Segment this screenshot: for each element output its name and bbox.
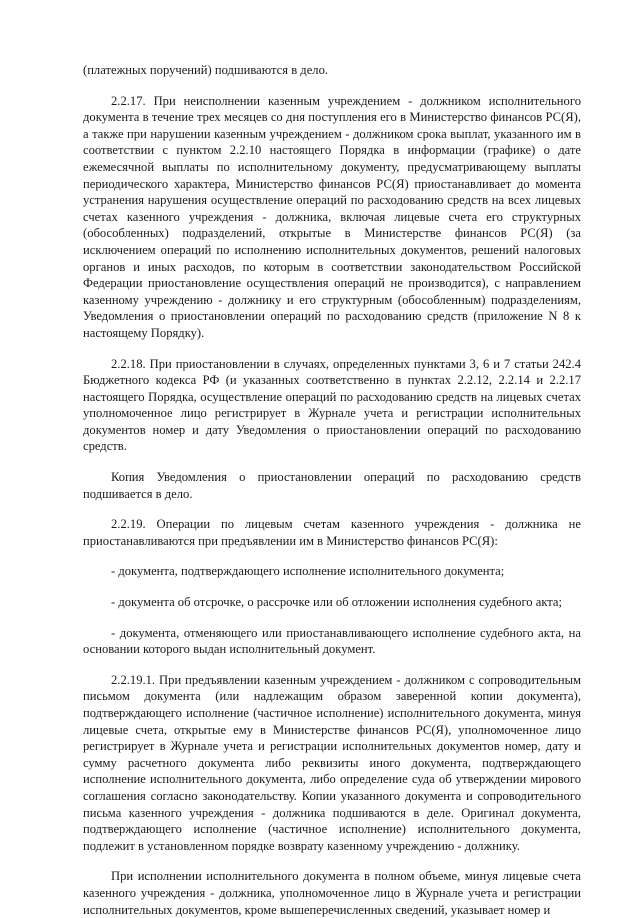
paragraph-full-execution: При исполнении исполнительного документа в полном объеме, минуя лицевые счета казенного учреждения - должника, уполномоченное лицо в Журнале учета и регистрации исполнительных документов, кроме вышеперечисленных сведений, указывает номер и (83, 869, 581, 917)
paragraph-2-2-19: 2.2.19. Операции по лицевым счетам казенного учреждения - должника не приостанавливаются при предъявлении им в Министерство финансов РС(Я): (83, 517, 581, 548)
paragraph-2-2-18: 2.2.18. При приостановлении в случаях, определенных пунктами 3, 6 и 7 статьи 242.4 Бюджетного кодекса РФ (и указанных соответственно в пунктах 2.2.12, 2.2.14 и 2.2.17 настоящего Порядка, осуществление операций по расходованию средств на лицевых счетах уполномоченное лицо регистрирует в Журнале учета и регистрации исполнительных документов номер и дату Уведомления о приостановлении операций по расходованию средств. (83, 356, 581, 454)
paragraph-2-2-17: 2.2.17. При неисполнении казенным учреждением - должником исполнительного документа в течение трех месяцев со дня поступления его в Министерство финансов РС(Я), а также при нарушении казенным учреждением - должником срока выплат, указанного им в соответствии с пунктом 2.2.10 настоящего Порядка в информации (графике) о дате ежемесячной выплаты по исполнительному документу, предусматривающему выплаты периодического характера, Министерство финансов РС(Я) приостанавливает до момента устранения нарушения осуществление операций по расходованию средств на всех лицевых счетах казенного учреждения - должника, включая лицевые счета его структурных (обособленных) подразделений, открытые в Министерстве финансов РС(Я) (за исключением операций по исполнению исполнительных документов, решений налоговых органов и иных расходов, по которым в соответствии законодательством Российской Федерации приостановление осуществления операций не производится), с направлением казенному учреждению - должнику и его структурным (обособленным) подразделениям, Уведомления о приостановлении операций по расходованию средств (приложение N 8 к настоящему Порядку). (83, 93, 581, 340)
paragraph-notice-copy: Копия Уведомления о приостановлении операций по расходованию средств подшивается в дело. (83, 470, 581, 501)
paragraph-2-2-19-1: 2.2.19.1. При предъявлении казенным учреждением - должником с сопроводительным письмом документа (или надлежащим образом заверенной копии документа), подтверждающего исполнение (частичное исполнение) исполнительного документа, минуя лицевые счета, открытые ему в Министерстве финансов РС(Я), уполномоченное лицо регистрирует в Журнале учета и регистрации исполнительных документов номер, дату и сумму расчетного документа либо реквизиты иного документа, подтверждающего исполнение исполнительного документа, либо определение суда об утверждении мирового соглашения согласно законодательству. Копии указанного документа и сопроводительного письма казенного учреждения - должника подшиваются в деле. Оригинал документа, подтверждающего исполнение (частичное исполнение) исполнительного документа, подлежит в установленном порядке возврату казенному учреждению - должнику. (83, 672, 581, 853)
list-item-document-deferral: - документа об отсрочке, о рассрочке или об отложении исполнения судебного акта; (111, 595, 563, 610)
list-item-document-execution: - документа, подтверждающего исполнение исполнительного документа; (111, 564, 505, 579)
list-item-document-cancel: - документа, отменяющего или приостанавливающего исполнение судебного акта, на основании которого выдан исполнительный документ. (83, 625, 581, 657)
paragraph-continuation: (платежных поручений) подшиваются в дело. (83, 63, 329, 77)
document-body (83, 62, 581, 918)
